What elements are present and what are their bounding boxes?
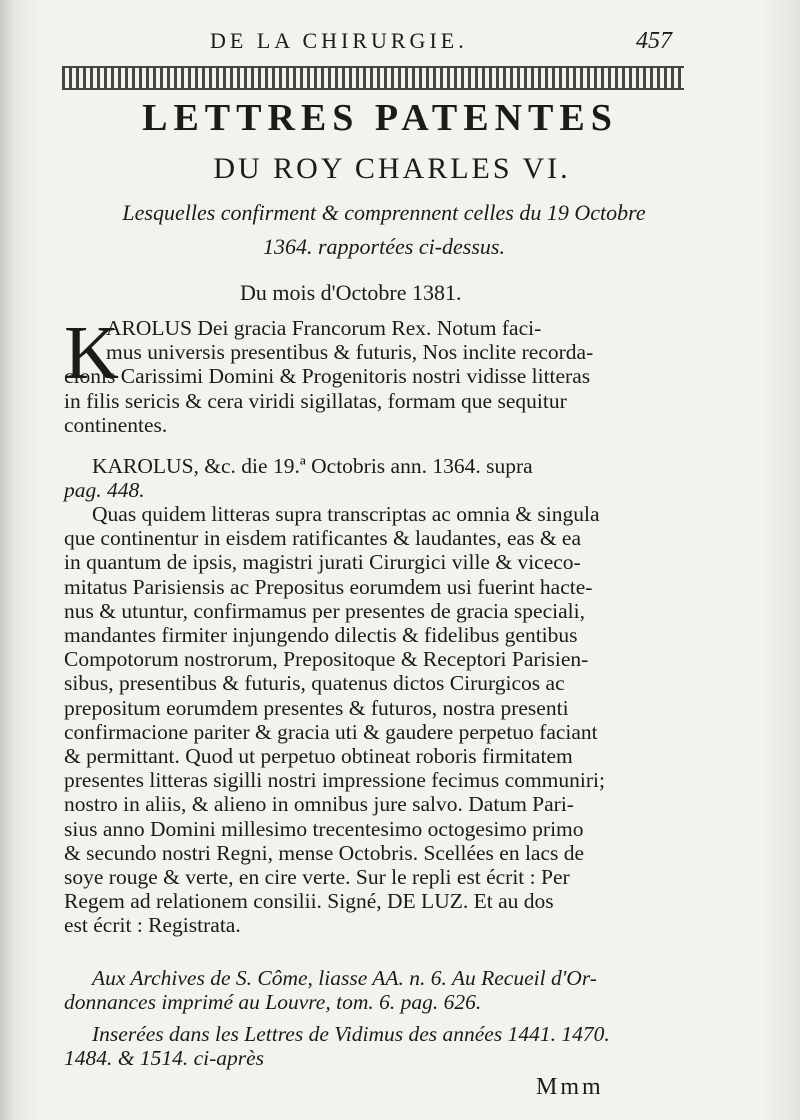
page-number: 457: [636, 28, 672, 54]
text-line: est écrit : Registrata.: [64, 913, 241, 938]
catchword: Mmm: [536, 1074, 604, 1100]
text-line: Quas quidem litteras supra transcriptas ac omnia & singula: [92, 502, 600, 526]
running-head-title: DE LA CHIRURGIE.: [210, 28, 468, 53]
paragraph-2: [64, 454, 694, 502]
text-line: 1484. & 1514. ci-après: [64, 1046, 265, 1071]
text-line: sius anno Domini millesimo trecentesimo octogesimo primo: [64, 816, 584, 841]
text-line: Inserées dans les Lettres de Vidimus des années 1441. 1470.: [92, 1022, 610, 1046]
text-line: cionis Carissimi Domini & Progenitoris nostri vidisse litteras: [64, 364, 591, 389]
text-line: soye rouge & verte, en cire verte. Sur le repli est écrit : Per: [64, 865, 570, 890]
text-line: Aux Archives de S. Côme, liasse AA. n. 6. Au Recueil d'Or-: [92, 966, 597, 990]
text-line: confirmacione pariter & gracia uti & gaudere perpetuo faciant: [64, 719, 598, 744]
subtitle-line1: Lesquelles confirment & comprennent celles du 19 Octobre: [122, 200, 646, 225]
text-line: mus universis presentibus & futuris, Nos inclite recorda-: [106, 340, 594, 365]
text-line: KAROLUS, &c. die 19.ª Octobris ann. 1364. supra: [92, 454, 533, 478]
text-line: mandantes firmiter injungendo dilectis & fidelibus gentibus: [64, 623, 578, 648]
text-line: & permittant. Quod ut perpetuo obtineat roboris firmitatem: [64, 744, 573, 769]
text-line: que continentur in eisdem ratificantes & laudantes, eas & ea: [64, 526, 582, 551]
text-line: presentes litteras sigilli nostri impressione fecimus communiri;: [64, 768, 605, 793]
page-title-line2: DU ROY CHARLES VI.: [213, 152, 571, 185]
text-line: in filis sericis & cera viridi sigillatas, formam que sequitur: [64, 388, 567, 413]
date-line: Du mois d'Octobre 1381.: [240, 280, 462, 305]
text-line: Regem ad relationem consilii. Signé, DE LUZ. Et au dos: [64, 889, 554, 914]
page-title: LETTRES PATENTES: [142, 97, 618, 139]
running-head: [0, 26, 800, 60]
decorative-ornament-band: [62, 66, 684, 90]
source-note: [64, 966, 694, 1014]
text-line: nostro in aliis, & alieno in omnibus jure salvo. Datum Pari-: [64, 792, 574, 817]
text-line: nus & utuntur, confirmamus per presentes de gracia speciali,: [64, 598, 585, 623]
paragraph-1: [64, 311, 694, 437]
subtitle-line2: 1364. rapportées ci-dessus.: [263, 234, 505, 259]
text-line: mitatus Parisiensis ac Prepositus eorumdem usi fuerint hacte-: [64, 574, 593, 599]
text-line: AROLUS Dei gracia Francorum Rex. Notum faci-: [106, 316, 542, 340]
inclusion-note: [64, 1022, 694, 1070]
text-line: prepositum eorumdem presentes & futuros, nostra presenti: [64, 695, 569, 720]
text-line: pag. 448.: [64, 478, 145, 503]
drop-cap: K: [64, 311, 119, 395]
text-line: continentes.: [64, 412, 168, 437]
text-line: Compotorum nostrorum, Prepositoque & Receptori Parisien-: [64, 647, 589, 672]
text-line: & secundo nostri Regni, mense Octobris. Scellées en lacs de: [64, 840, 585, 865]
text-line: sibus, presentibus & futuris, quatenus dictos Cirurgicos ac: [64, 671, 565, 696]
text-line: donnances imprimé au Louvre, tom. 6. pag. 626.: [64, 990, 482, 1015]
text-line: in quantum de ipsis, magistri jurati Cirurgici ville & viceco-: [64, 550, 581, 575]
paragraph-3: [64, 502, 694, 938]
